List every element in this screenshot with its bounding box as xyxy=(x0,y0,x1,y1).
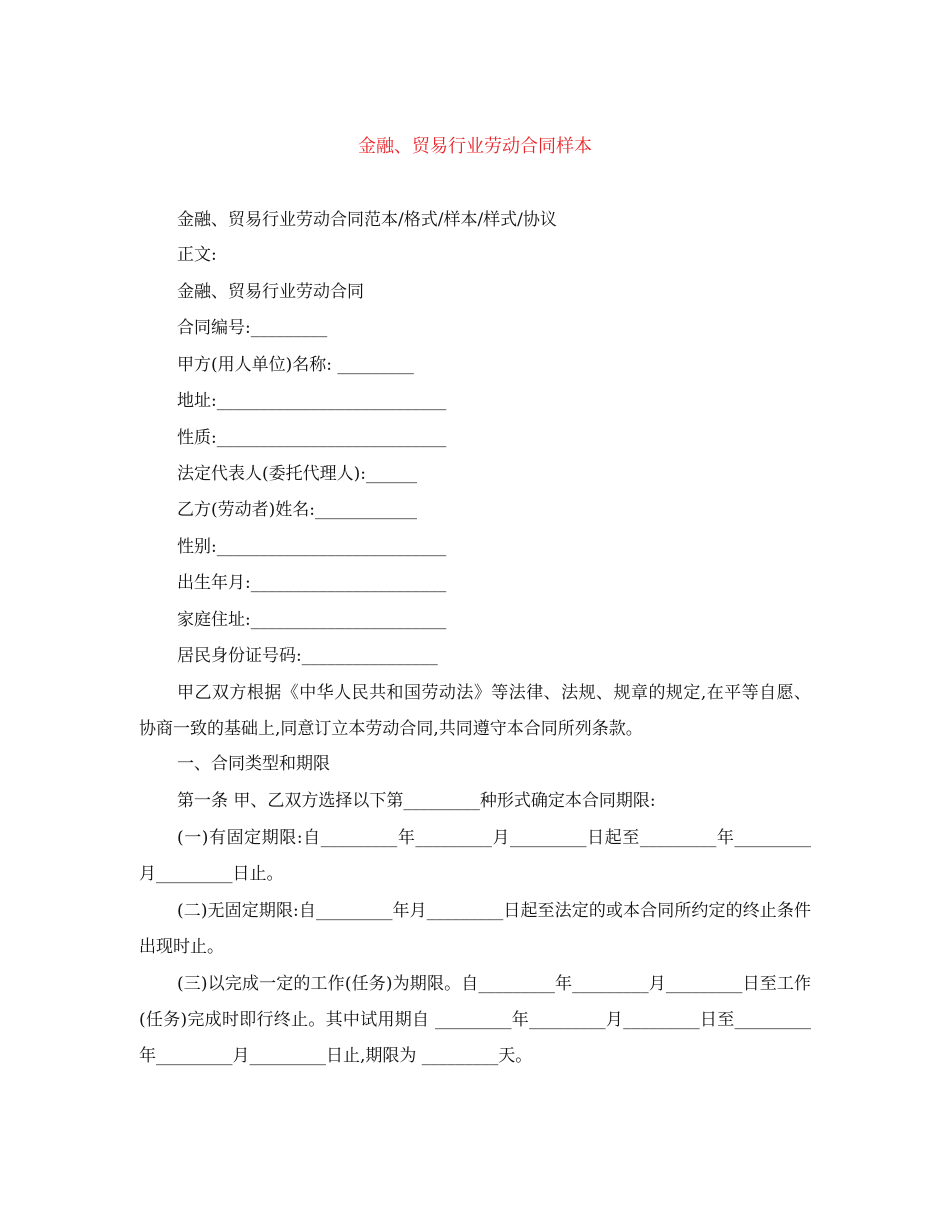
item-fixed-term: (一)有固定期限:自_________年_________月_________日起至_________年_________月_________日止。 xyxy=(139,828,811,884)
section-heading: 一、合同类型和期限 xyxy=(177,754,330,774)
legal-representative-field: 法定代表人(委托代理人):______ xyxy=(177,464,417,484)
body-label: 正文: xyxy=(177,245,217,265)
address-field: 地址:___________________________ xyxy=(177,391,447,411)
party-b-name-field: 乙方(劳动者)姓名:____________ xyxy=(177,500,417,520)
preamble-paragraph: 甲乙双方根据《中华人民共和国劳动法》等法律、法规、规章的规定,在平等自愿、协商一致的基础上,同意订立本劳动合同,共同遵守本合同所列条款。 xyxy=(139,683,811,739)
document-title: 金融、贸易行业劳动合同样本 xyxy=(358,136,592,157)
contract-heading: 金融、贸易行业劳动合同 xyxy=(177,282,364,302)
nature-field: 性质:___________________________ xyxy=(177,428,447,448)
party-a-name-field: 甲方(用人单位)名称: _________ xyxy=(177,355,414,375)
article-1: 第一条 甲、乙双方选择以下第_________种形式确定本合同期限: xyxy=(177,791,656,811)
item-task-term: (三)以完成一定的工作(任务)为期限。自_________年_________月_________日至工作(任务)完成时即行终止。其中试用期自 _________年_________月_________日至_________年_________月_________日止,期限为 _________天。 xyxy=(139,974,811,1066)
birth-date-field: 出生年月:_______________________ xyxy=(177,573,447,593)
item-open-term: (二)无固定期限:自_________年月_________日起至法定的或本合同所约定的终止条件出现时止。 xyxy=(139,901,811,957)
contract-number-field: 合同编号:_________ xyxy=(177,318,328,338)
home-address-field: 家庭住址:_______________________ xyxy=(177,610,447,630)
gender-field: 性别:___________________________ xyxy=(177,537,447,557)
id-number-field: 居民身份证号码:________________ xyxy=(177,646,438,666)
subtitle-line: 金融、贸易行业劳动合同范本/格式/样本/样式/协议 xyxy=(177,210,557,230)
